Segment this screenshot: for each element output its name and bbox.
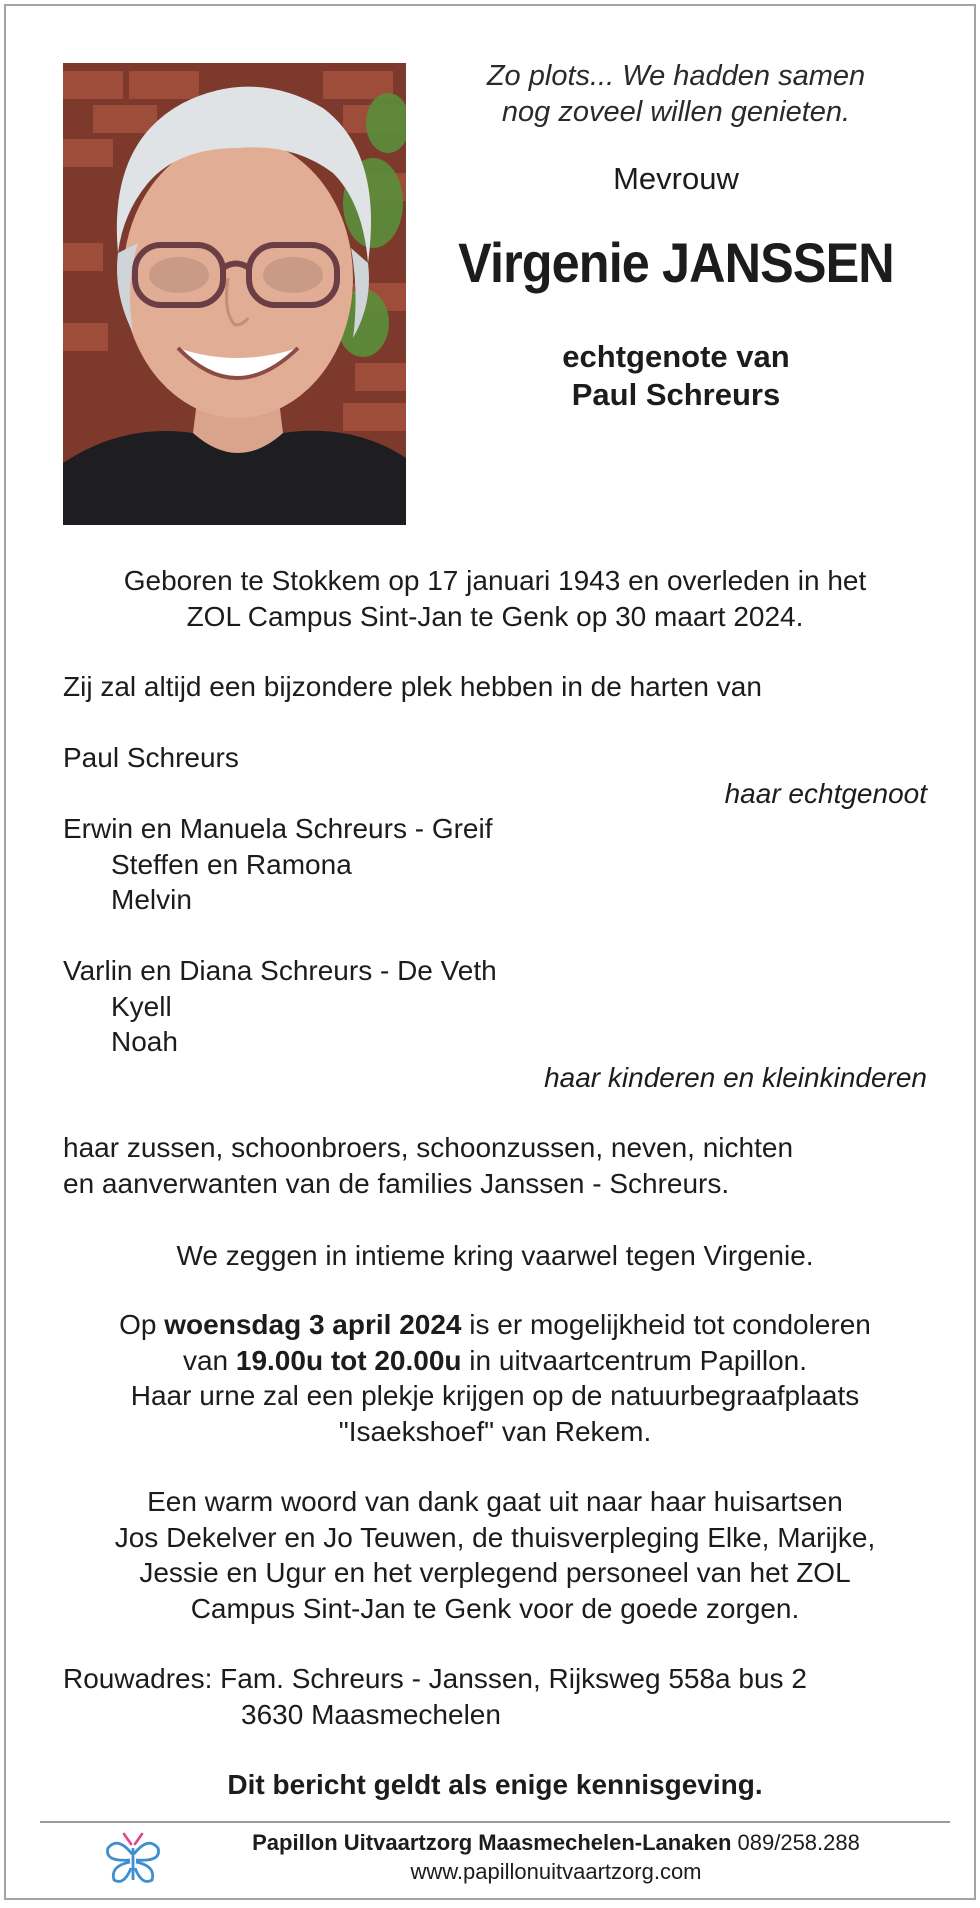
- intro-line: Zij zal altijd een bijzondere plek hebben in de harten van: [63, 671, 762, 702]
- spouse-name: Paul Schreurs: [571, 377, 781, 412]
- birth-line-2: ZOL Campus Sint-Jan te Genk op 30 maart 2024.: [186, 600, 804, 632]
- footer-divider: [40, 1821, 950, 1823]
- company-website: www.papillonuitvaartzorg.com: [410, 1859, 702, 1884]
- grandchild-1b: Melvin: [111, 884, 192, 915]
- company-phone: 089/258.288: [737, 1830, 860, 1855]
- notice-text: [63, 1767, 927, 1803]
- condolence-line-4: "Isaekshoef" van Rekem.: [338, 1415, 652, 1447]
- opening-verse: [426, 58, 926, 130]
- condolence-date: woensdag 3 april 2024: [164, 1309, 462, 1340]
- footer-line-1: [176, 1828, 936, 1857]
- family-spacer: [63, 918, 927, 954]
- relatives-text: [63, 1130, 927, 1201]
- obituary-card: [4, 4, 976, 1900]
- family-list: [63, 740, 927, 1095]
- thanks-text: [63, 1484, 927, 1626]
- condolence-l2-post: in uitvaartcentrum Papillon.: [461, 1344, 808, 1376]
- address-line-2: 3630 Maasmechelen: [241, 1698, 501, 1730]
- condolence-line-1: [63, 1307, 927, 1343]
- condolence-line-2: [63, 1343, 927, 1379]
- address-text: [63, 1661, 927, 1732]
- grandchild-2a: Kyell: [111, 990, 172, 1022]
- relatives-line-1: haar zussen, schoonbroers, schoonzussen, neven, nichten: [63, 1132, 794, 1163]
- verse-line-1: Zo plots... We hadden samen: [486, 60, 866, 92]
- salutation: Mevrouw: [613, 161, 739, 196]
- birth-line-1: Geboren te Stokkem op 17 januari 1943 en overleden in het: [123, 565, 867, 596]
- condolence-time: 19.00u tot 20.00u: [235, 1344, 462, 1376]
- grandchild-2b: Noah: [111, 1026, 178, 1057]
- footer-text: [176, 1828, 936, 1886]
- condolence-line-3: Haar urne zal een plekje krijgen op de natuurbegraafplaats: [130, 1380, 860, 1411]
- relatives-line-2: en aanverwanten van de families Janssen - Schreurs.: [63, 1167, 730, 1199]
- grandchild-1a: Steffen en Ramona: [111, 848, 352, 880]
- deceased-name: Virgenie JANSSEN: [458, 231, 894, 294]
- children-role: haar kinderen en kleinkinderen: [544, 1061, 927, 1093]
- condolence-text: [63, 1307, 927, 1449]
- farewell-line: We zeggen in intieme kring vaarwel tegen Virgenie.: [176, 1240, 814, 1271]
- intro-text: [63, 669, 927, 705]
- company-name: Papillon Uitvaartzorg Maasmechelen-Lanaken: [252, 1830, 732, 1855]
- farewell-text: [63, 1238, 927, 1274]
- condolence-l1-post: is er mogelijkheid tot condoleren: [461, 1309, 871, 1340]
- address-line-1: Rouwadres: Fam. Schreurs - Janssen, Rijksweg 558a bus 2: [63, 1663, 807, 1694]
- thanks-line-4: Campus Sint-Jan te Genk voor de goede zorgen.: [190, 1592, 800, 1624]
- birth-death-text: [63, 563, 927, 634]
- husband-role: haar echtgenoot: [724, 777, 927, 809]
- thanks-line-1: Een warm woord van dank gaat uit naar haar huisartsen: [147, 1486, 843, 1517]
- thanks-line-3: Jessie en Ugur en het verplegend personeel van het ZOL: [139, 1557, 851, 1588]
- verse-line-2: nog zoveel willen genieten.: [501, 96, 851, 128]
- condolence-l2-pre: van: [182, 1344, 236, 1376]
- condolence-l1-pre: Op: [119, 1309, 165, 1340]
- spouse-of-label: echtgenote van: [562, 339, 790, 374]
- husband-name: Paul Schreurs: [63, 742, 239, 773]
- butterfly-logo-icon: [100, 1824, 166, 1890]
- spouse-of-block: [426, 338, 926, 414]
- child-1: Erwin en Manuela Schreurs - Greif: [63, 813, 493, 844]
- notice-line: Dit bericht geldt als enige kennisgeving.: [227, 1769, 763, 1800]
- child-2: Varlin en Diana Schreurs - De Veth: [63, 955, 497, 986]
- thanks-line-2: Jos Dekelver en Jo Teuwen, de thuisverpleging Elke, Marijke,: [114, 1521, 876, 1553]
- portrait-photo: [63, 63, 406, 525]
